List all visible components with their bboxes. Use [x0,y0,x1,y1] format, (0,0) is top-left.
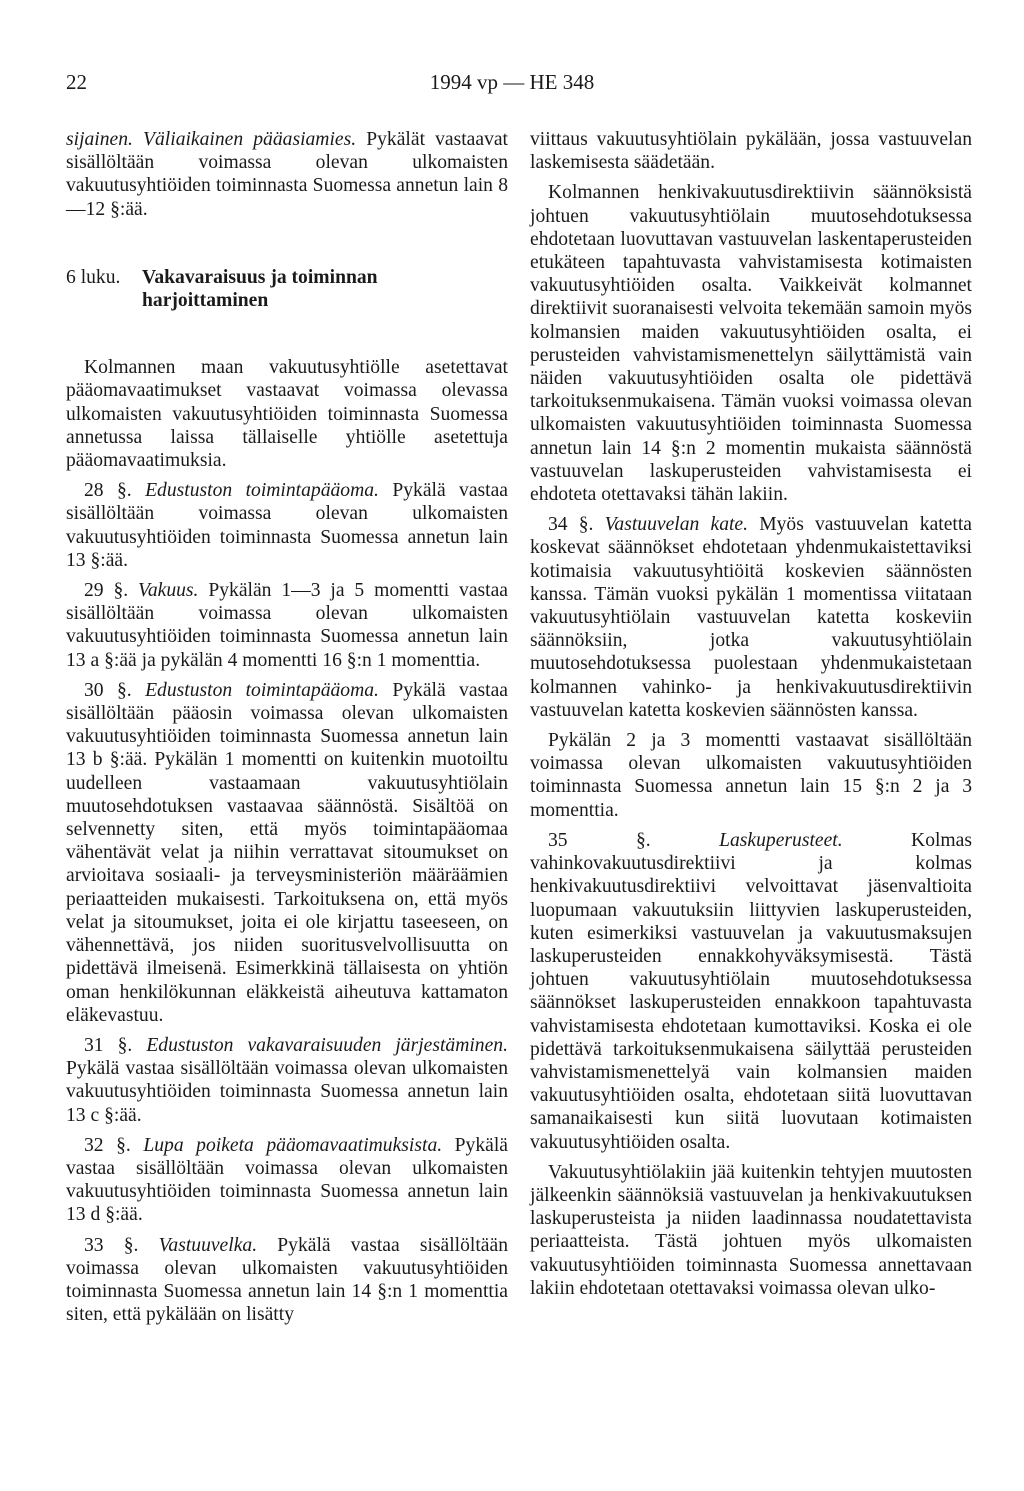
section-title: Vakuus. [138,580,199,602]
section-title: sijainen. Väliaikainen pääasiamies. [66,129,357,150]
paragraph: Pykälän 2 ja 3 momentti vastaavat sisällöltään voimassa olevan ulkomaisten vakuutusyhtiöiden toiminnasta Suomessa annetun lain 15 §:n 2 ja 3 momenttia. [530,730,972,821]
section-number: 35 §. [548,829,651,851]
paragraph: Kolmannen maan vakuutusyhtiölle asetettavat pääomavaatimukset vastaavat voimassa olevassa ulkomaisten vakuutusyhtiöiden toiminnasta Suomessa annetussa laissa tällaiselle yhtiölle asetettuja pääomavaatimuksia. [66,357,508,472]
section-34 [530,513,972,722]
section-text: Pykälä vastaa sisällöltään pääosin voimassa olevan ulkomaisten vakuutusyhtiöiden toiminnasta Suomessa annetun lain 13 b §:ää. Pykälän 1 momentti on kuitenkin muotoiltu uudelleen vastaamaan vakuutusyhtiölain muutosehdotuksen vastaavaa säännöstä. Sisältöä on selvennetty siten, että myös toimintapääomaa vähentävät velat ja niihin verrattavat sitoumukset on arvioitava sosiaali- ja terveysministeriön määräämien periaatteiden mukaisesti. Tarkoituksena on, että myös velat ja sitoumukset, joita ei ole kirjattu taseeseen, on vähennettävä, jos niiden suoritusvelvollisuutta on pidettävä ilmeisenä. Esimerkkinä tällaisesta on yhtiön oman henkilökunnan eläkkeistä aiheutuva kattamaton eläkevastuu. [66,679,509,1026]
section-32 [66,1134,508,1227]
section-35 [530,829,972,1154]
section-number: 34 §. [548,514,594,536]
running-title: 1994 vp — HE 348 [429,70,595,94]
paragraph: Kolmannen henkivakuutusdirektiivin säännöksistä johtuen vakuutusyhtiölain muutosehdotuksessa ehdotetaan luovuttavan vastuuvelan laskentaperusteiden etukäteen tapahtuvasta vahvistamisesta kotimaisten vakuutusyhtiöiden osalta. Vaikkeivät kolmannet direktiivit suoranaisesti velvoita tekemään samoin myös kolmansien maiden vakuutusyhtiöiden osalta, ei perusteiden vahvistamismenettelyn säilyttämistä vain näiden vakuutusyhtiöiden osalta ole pidettävä tarkoituksenmukaisena. Tämän vuoksi voimassa olevan ulkomaisten vakuutusyhtiöiden toiminnasta Suomessa annetun lain 14 §:n 2 momentin mukaista säännöstä vastuuvelan laskuperusteiden vahvistamisesta ei ehdoteta otettavaksi tähän lakiin. [530,182,972,506]
section-33 [66,1234,508,1327]
section-31 [66,1034,508,1127]
section-title: Vastuuvelka. [158,1234,258,1256]
section-text: Myös vastuuvelan katetta koskevat säännökset ehdotetaan yhdenmukaistettaviksi kotimaisia vakuutusyhtiöitä koskevien säännösten kanssa. Tämän vuoksi pykälän 1 momentissa viitataan vakuutusyhtiölain vastuuvelan katetta koskeviin säännöksiin, jotka vakuutusyhtiölain muutosehdotuksessa puolestaan yhdenmukaistetaan kolmannen vahinko- ja henkivakuutusdirektiivin vastuuvelan katetta koskevien säännösten kanssa. [530,514,972,721]
section-number: 31 §. [84,1034,133,1056]
paragraph: viittaus vakuutusyhtiölain pykälään, jossa vastuuvelan laskemisesta säädetään. [530,129,972,174]
chapter-number: 6 luku. [66,266,121,288]
section-29 [66,579,508,672]
section-30 [66,679,508,1027]
section-title: Vastuuvelan kate. [604,514,749,536]
section-text: Pykälät vastaavat sisällöltään voimassa olevan ulkomaisten vakuutusyhtiöiden toiminnasta Suomessa annetun lain 8—12 §:ää. [66,129,509,220]
paragraph: Vakuutusyhtiölakiin jää kuitenkin tehtyjen muutosten jälkeenkin säännöksiä vastuuvelan ja henkivakuutuksen laskuperusteista ja niiden laadinnassa noudatettavista periaatteista. Tästä johtuen myös ulkomaisten vakuutusyhtiöiden toiminnasta Suomessa annettavaan lakiin ehdotetaan otettavaksi voimassa olevan ulko- [530,1161,972,1299]
right-column [530,128,972,1307]
paragraph [66,128,508,221]
section-number: 30 §. [84,679,132,701]
left-column [66,128,508,1333]
section-28 [66,479,508,572]
section-text: Pykälä vastaa sisällöltään voimassa olevan ulkomaisten vakuutusyhtiöiden toiminnasta Suomessa annetun lain 13 c §:ää. [66,1058,508,1126]
section-title: Lupa poiketa pääomavaatimuksista. [143,1134,443,1156]
chapter-heading [66,266,508,312]
chapter-title-line1: Vakavaraisuus ja toiminnan [142,266,378,288]
section-title: Edustuston toimintapääoma. [145,480,379,502]
section-text: Pykälä vastaa sisällöltään voimassa olevan ulkomaisten vakuutusyhtiöiden toiminnasta Suomessa annetun lain 13 d §:ää. [66,1134,508,1226]
section-number: 32 §. [84,1134,131,1156]
chapter-title-line2: harjoittaminen [142,290,269,312]
section-number: 29 §. [84,580,129,602]
section-text: Kolmas vahinkovakuutusdirektiivi ja kolmas henkivakuutusdirektiivi velvoittavat jäsenvaltioita luopumaan vakuutuksiin liittyvien laskuperusteiden, kuten esimerkiksi vastuuvelan ja vakuutusmaksujen laskuperusteiden ennakkohyväksymisestä. Tästä johtuen vakuutusyhtiölain muutosehdotuksessa säännökset laskuperusteiden ennakkoon tapahtuvasta vahvistamisesta ehdotetaan kumottaviksi. Koska ei ole pidettävä tarkoituksenmukaisena säilyttää perusteiden vahvistamismenettelyä vain kolmansien maiden vakuutusyhtiöiden osalta, ehdotetaan siitä luovuttavan samanaikaisesti kun siitä luovutaan kotimaisten vakuutusyhtiöiden osalta. [530,829,972,1153]
section-number: 28 §. [84,480,132,502]
section-title: Edustuston vakavaraisuuden järjestäminen. [146,1034,508,1056]
section-title: Laskuperusteet. [719,829,843,851]
section-text: Pykälän 1—3 ja 5 momentti vastaa sisällöltään voimassa olevan ulkomaisten vakuutusyhtiöiden toiminnasta Suomessa annetun lain 13 a §:ää ja pykälän 4 momentti 16 §:n 1 momenttia. [66,580,509,671]
page-number: 22 [66,70,87,94]
section-text: Pykälä vastaa sisällöltään voimassa olevan ulkomaisten vakuutusyhtiöiden toiminnasta Suomessa annetun lain 14 §:n 1 momenttia siten, että pykälään on lisätty [66,1234,509,1326]
section-number: 33 §. [84,1234,139,1256]
page-header [0,70,1024,100]
section-text: Pykälä vastaa sisällöltään voimassa olevan ulkomaisten vakuutusyhtiöiden toiminnasta Suomessa annetun lain 13 §:ää. [66,480,509,571]
section-title: Edustuston toimintapääoma. [145,679,379,701]
